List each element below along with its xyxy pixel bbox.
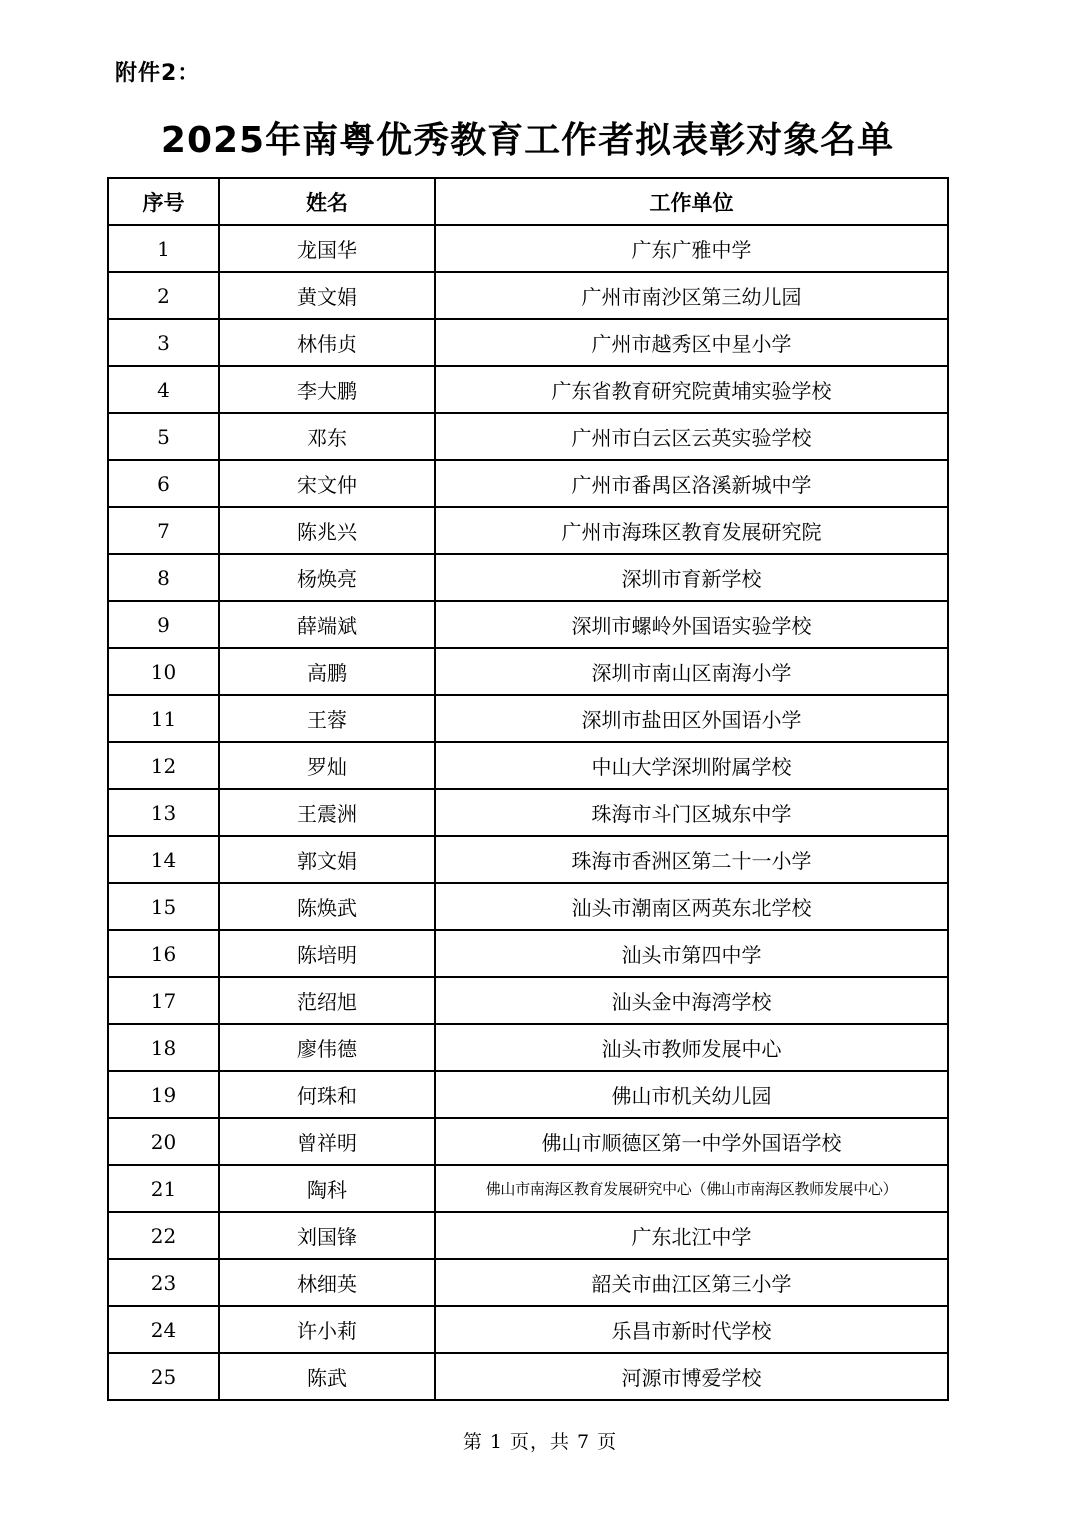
honoree-name: 罗灿 xyxy=(219,742,435,789)
honoree-name: 杨焕亮 xyxy=(219,554,435,601)
table-row xyxy=(108,1353,948,1400)
table-body xyxy=(108,225,948,1400)
row-number: 20 xyxy=(108,1118,219,1165)
table-row xyxy=(108,413,948,460)
work-unit: 深圳市盐田区外国语小学 xyxy=(435,695,948,742)
table-row xyxy=(108,1118,948,1165)
table-row xyxy=(108,319,948,366)
work-unit: 河源市博爱学校 xyxy=(435,1353,948,1400)
work-unit: 广东北江中学 xyxy=(435,1212,948,1259)
table-row xyxy=(108,460,948,507)
row-number: 17 xyxy=(108,977,219,1024)
row-number: 25 xyxy=(108,1353,219,1400)
work-unit: 乐昌市新时代学校 xyxy=(435,1306,948,1353)
page-title: 2025年南粤优秀教育工作者拟表彰对象名单 xyxy=(160,120,895,161)
table-row xyxy=(108,507,948,554)
table-row xyxy=(108,742,948,789)
work-unit: 汕头市教师发展中心 xyxy=(435,1024,948,1071)
column-header-number: 序号 xyxy=(108,178,219,225)
work-unit: 广州市白云区云英实验学校 xyxy=(435,413,948,460)
honoree-name: 范绍旭 xyxy=(219,977,435,1024)
row-number: 6 xyxy=(108,460,219,507)
table-row xyxy=(108,1212,948,1259)
work-unit: 深圳市育新学校 xyxy=(435,554,948,601)
honoree-name: 薛端斌 xyxy=(219,601,435,648)
table-row xyxy=(108,1306,948,1353)
work-unit: 汕头金中海湾学校 xyxy=(435,977,948,1024)
page-footer: 第 1 页，共 7 页 xyxy=(462,1431,618,1453)
honoree-name: 廖伟德 xyxy=(219,1024,435,1071)
table-row xyxy=(108,1259,948,1306)
work-unit: 广州市南沙区第三幼儿园 xyxy=(435,272,948,319)
work-unit: 佛山市顺德区第一中学外国语学校 xyxy=(435,1118,948,1165)
row-number: 4 xyxy=(108,366,219,413)
honoree-name: 许小莉 xyxy=(219,1306,435,1353)
work-unit: 广州市越秀区中星小学 xyxy=(435,319,948,366)
work-unit: 深圳市南山区南海小学 xyxy=(435,648,948,695)
honoree-name: 林伟贞 xyxy=(219,319,435,366)
row-number: 23 xyxy=(108,1259,219,1306)
work-unit: 中山大学深圳附属学校 xyxy=(435,742,948,789)
row-number: 22 xyxy=(108,1212,219,1259)
honoree-name: 王震洲 xyxy=(219,789,435,836)
row-number: 10 xyxy=(108,648,219,695)
row-number: 15 xyxy=(108,883,219,930)
honoree-name: 陈培明 xyxy=(219,930,435,977)
row-number: 1 xyxy=(108,225,219,272)
honoree-name: 郭文娟 xyxy=(219,836,435,883)
table-row xyxy=(108,789,948,836)
honoree-name: 陈武 xyxy=(219,1353,435,1400)
row-number: 8 xyxy=(108,554,219,601)
honoree-name: 曾祥明 xyxy=(219,1118,435,1165)
honoree-name: 陶科 xyxy=(219,1165,435,1212)
work-unit: 韶关市曲江区第三小学 xyxy=(435,1259,948,1306)
honoree-name: 陈兆兴 xyxy=(219,507,435,554)
table-row xyxy=(108,883,948,930)
work-unit: 广州市番禺区洛溪新城中学 xyxy=(435,460,948,507)
honoree-name: 何珠和 xyxy=(219,1071,435,1118)
honoree-name: 王蓉 xyxy=(219,695,435,742)
work-unit: 佛山市机关幼儿园 xyxy=(435,1071,948,1118)
row-number: 9 xyxy=(108,601,219,648)
row-number: 7 xyxy=(108,507,219,554)
work-unit: 深圳市螺岭外国语实验学校 xyxy=(435,601,948,648)
attachment-label: 附件2： xyxy=(115,61,201,86)
column-header-unit: 工作单位 xyxy=(435,178,948,225)
row-number: 3 xyxy=(108,319,219,366)
table-row xyxy=(108,1071,948,1118)
work-unit: 佛山市南海区教育发展研究中心（佛山市南海区教师发展中心） xyxy=(435,1165,948,1212)
row-number: 19 xyxy=(108,1071,219,1118)
table-row xyxy=(108,1024,948,1071)
honoree-name: 陈焕武 xyxy=(219,883,435,930)
row-number: 21 xyxy=(108,1165,219,1212)
table-header xyxy=(108,178,948,225)
honoree-table xyxy=(107,177,949,1401)
row-number: 18 xyxy=(108,1024,219,1071)
table-row xyxy=(108,648,948,695)
table-row xyxy=(108,1165,948,1212)
column-header-name: 姓名 xyxy=(219,178,435,225)
table-row xyxy=(108,930,948,977)
work-unit: 珠海市斗门区城东中学 xyxy=(435,789,948,836)
work-unit: 广东省教育研究院黄埔实验学校 xyxy=(435,366,948,413)
row-number: 24 xyxy=(108,1306,219,1353)
row-number: 11 xyxy=(108,695,219,742)
row-number: 5 xyxy=(108,413,219,460)
header-row xyxy=(108,178,948,225)
table-row xyxy=(108,695,948,742)
table-row xyxy=(108,977,948,1024)
row-number: 2 xyxy=(108,272,219,319)
row-number: 14 xyxy=(108,836,219,883)
table-row xyxy=(108,366,948,413)
work-unit: 广东广雅中学 xyxy=(435,225,948,272)
table-row xyxy=(108,836,948,883)
honoree-name: 高鹏 xyxy=(219,648,435,695)
table-row xyxy=(108,554,948,601)
work-unit: 珠海市香洲区第二十一小学 xyxy=(435,836,948,883)
work-unit: 汕头市第四中学 xyxy=(435,930,948,977)
work-unit: 汕头市潮南区两英东北学校 xyxy=(435,883,948,930)
honoree-name: 刘国锋 xyxy=(219,1212,435,1259)
row-number: 16 xyxy=(108,930,219,977)
row-number: 13 xyxy=(108,789,219,836)
honoree-name: 李大鹏 xyxy=(219,366,435,413)
honoree-name: 林细英 xyxy=(219,1259,435,1306)
honoree-name: 宋文仲 xyxy=(219,460,435,507)
honoree-name: 龙国华 xyxy=(219,225,435,272)
honoree-name: 黄文娟 xyxy=(219,272,435,319)
work-unit: 广州市海珠区教育发展研究院 xyxy=(435,507,948,554)
table-row xyxy=(108,225,948,272)
row-number: 12 xyxy=(108,742,219,789)
honoree-name: 邓东 xyxy=(219,413,435,460)
table-row xyxy=(108,601,948,648)
table-row xyxy=(108,272,948,319)
